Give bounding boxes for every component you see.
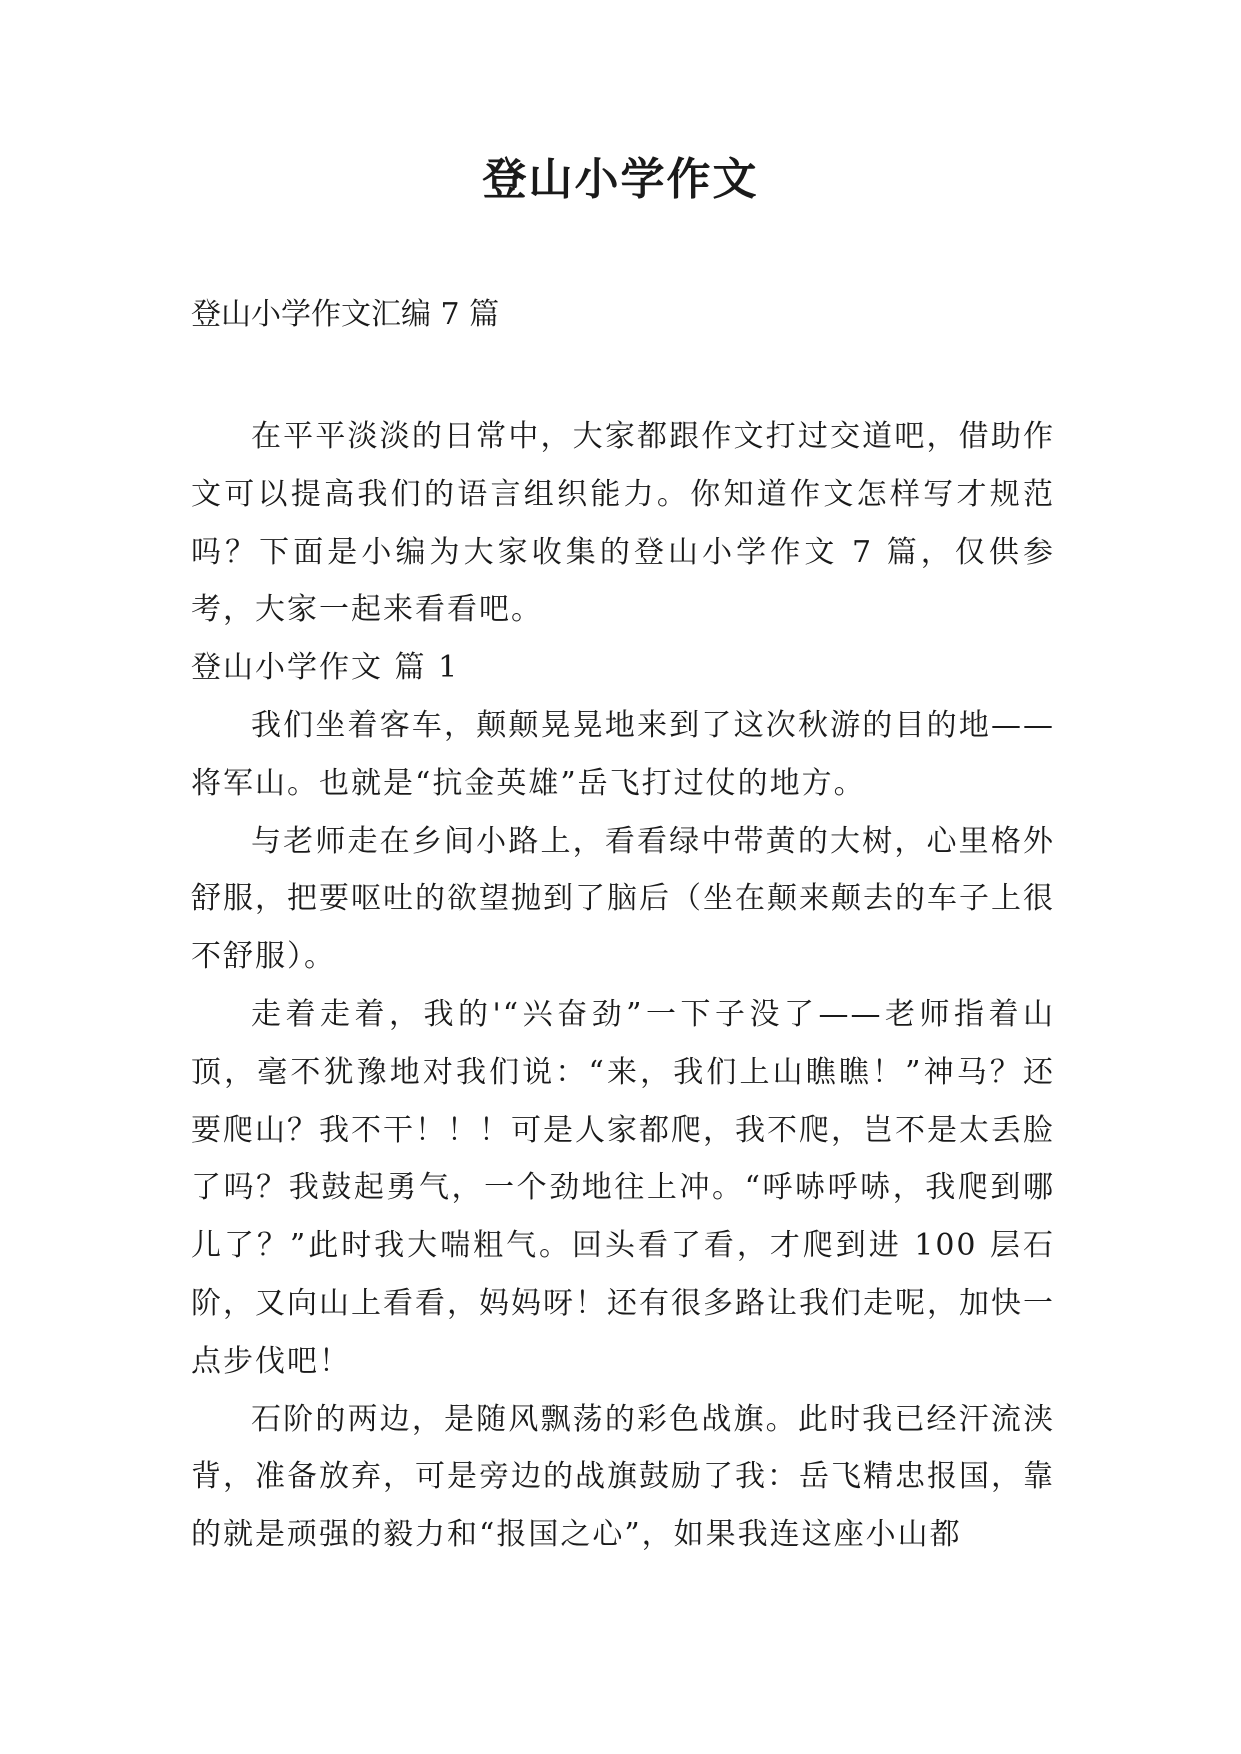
document-body [191, 408, 1055, 1564]
document-title: 登山小学作文 [482, 154, 759, 205]
body-paragraph: 走着走着，我的'“兴奋劲”一下子没了——老师指着山顶，毫不犹豫地对我们说：“来，我们上山瞧瞧！”神马？还要爬山？我不干！！！可是人家都爬，我不爬，岂不是太丢脸了吗？我鼓起勇气，一个劲地往上冲。“呼哧呼哧，我爬到哪儿了？”此时我大喘粗气。回头看了看，才爬到进 100 层石阶，又向山上看看，妈妈呀！还有很多路让我们走呢，加快一点步伐吧！ [191, 996, 1055, 1379]
body-paragraph: 石阶的两边，是随风飘荡的彩色战旗。此时我已经汗流浃背，准备放弃，可是旁边的战旗鼓励了我：岳飞精忠报国，靠的就是顽强的毅力和“报国之心”，如果我连这座小山都 [191, 1401, 1055, 1553]
body-paragraph: 我们坐着客车，颠颠晃晃地来到了这次秋游的目的地——将军山。也就是“抗金英雄”岳飞打过仗的地方。 [191, 707, 1055, 801]
intro-paragraph: 在平平淡淡的日常中，大家都跟作文打过交道吧，借助作文可以提高我们的语言组织能力。你知道作文怎样写才规范吗？下面是小编为大家收集的登山小学作文 7 篇，仅供参考，大家一起来看看吧。 [191, 419, 1055, 628]
body-paragraph: 与老师走在乡间小路上，看看绿中带黄的大树，心里格外舒服，把要呕吐的欲望抛到了脑后（坐在颠来颠去的车子上很不舒服）。 [191, 823, 1055, 975]
section-heading: 登山小学作文 篇 1 [191, 650, 460, 686]
document-subtitle: 登山小学作文汇编 7 篇 [191, 297, 500, 332]
